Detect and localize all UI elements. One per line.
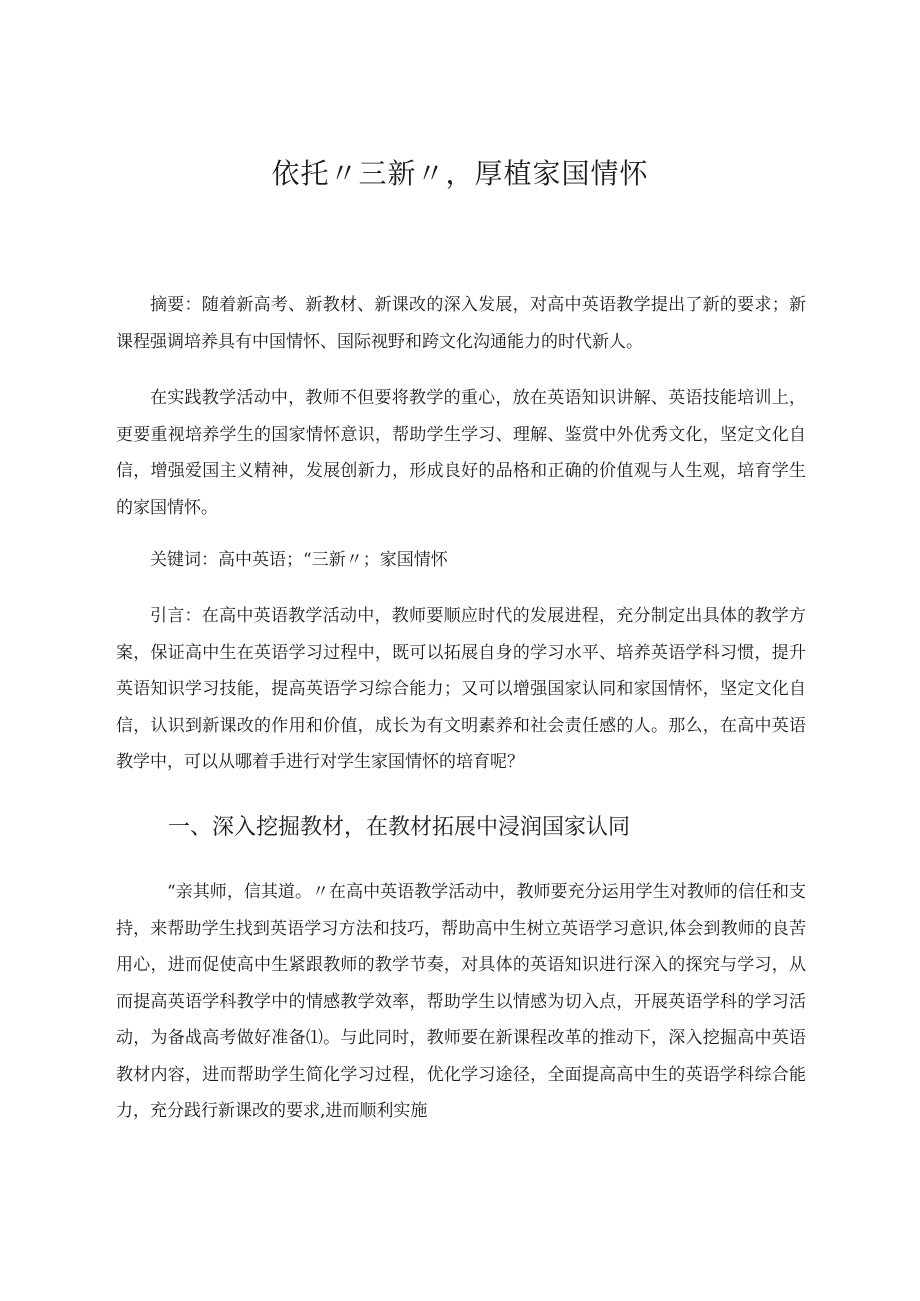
section-1-paragraph: “亲其师，信其道。〃在高中英语教学活动中，教师要充分运用学生对教师的信任和支持，来帮助学生找到英语学习方法和技巧，帮助高中生树立英语学习意识,体会到教师的良苦用心，进而促使高中生紧跟教师的教学节奏，对具体的英语知识进行深入的探究与学习，从而提高英语学科教学中的情感教学效率，帮助学生以情感为切入点，开展英语学科的学习活动，为备战高考做好准备⑴。与此同时，教师要在新课程改革的推动下，深入挖掘高中英语教材内容，进而帮助学生简化学习过程，优化学习途径，全面提高高中生的英语学科综合能力，充分践行新课改的要求,进而顺利实施 [116, 882, 806, 1121]
document-title: 依托〃三新〃，厚植家国情怀 [271, 157, 649, 190]
practice-paragraph: 在实践教学活动中，教师不但要将教学的重心，放在英语知识讲解、英语技能培训上，更要重视培养学生的国家情怀意识，帮助学生学习、理解、鉴赏中外优秀文化，坚定文化自信，增强爱国主义精神，发展创新力，形成良好的品格和正确的价值观与人生观，培育学生的家国情怀。 [116, 388, 806, 518]
abstract-paragraph: 摘要：随着新高考、新教材、新课改的深入发展，对高中英语教学提出了新的要求；新课程强调培养具有中国情怀、国际视野和跨文化沟通能力的时代新人。 [116, 295, 806, 352]
introduction-paragraph: 引言：在高中英语教学活动中，教师要顺应时代的发展进程，充分制定出具体的教学方案，保证高中生在英语学习过程中，既可以拓展自身的学习水平、培养英语学科习惯，提升英语知识学习技能，提高英语学习综合能力；又可以增强国家认同和家国情怀，坚定文化自信，认识到新课改的作用和价值，成长为有文明素养和社会责任感的人。那么，在高中英语教学中，可以从哪着手进行对学生家国情怀的培育呢？ [116, 606, 806, 772]
keywords-line: 关键词：高中英语；“三新〃；家国情怀 [150, 550, 448, 570]
section-1-heading: 一、深入挖掘教材，在教材拓展中浸润国家认同 [168, 815, 631, 840]
